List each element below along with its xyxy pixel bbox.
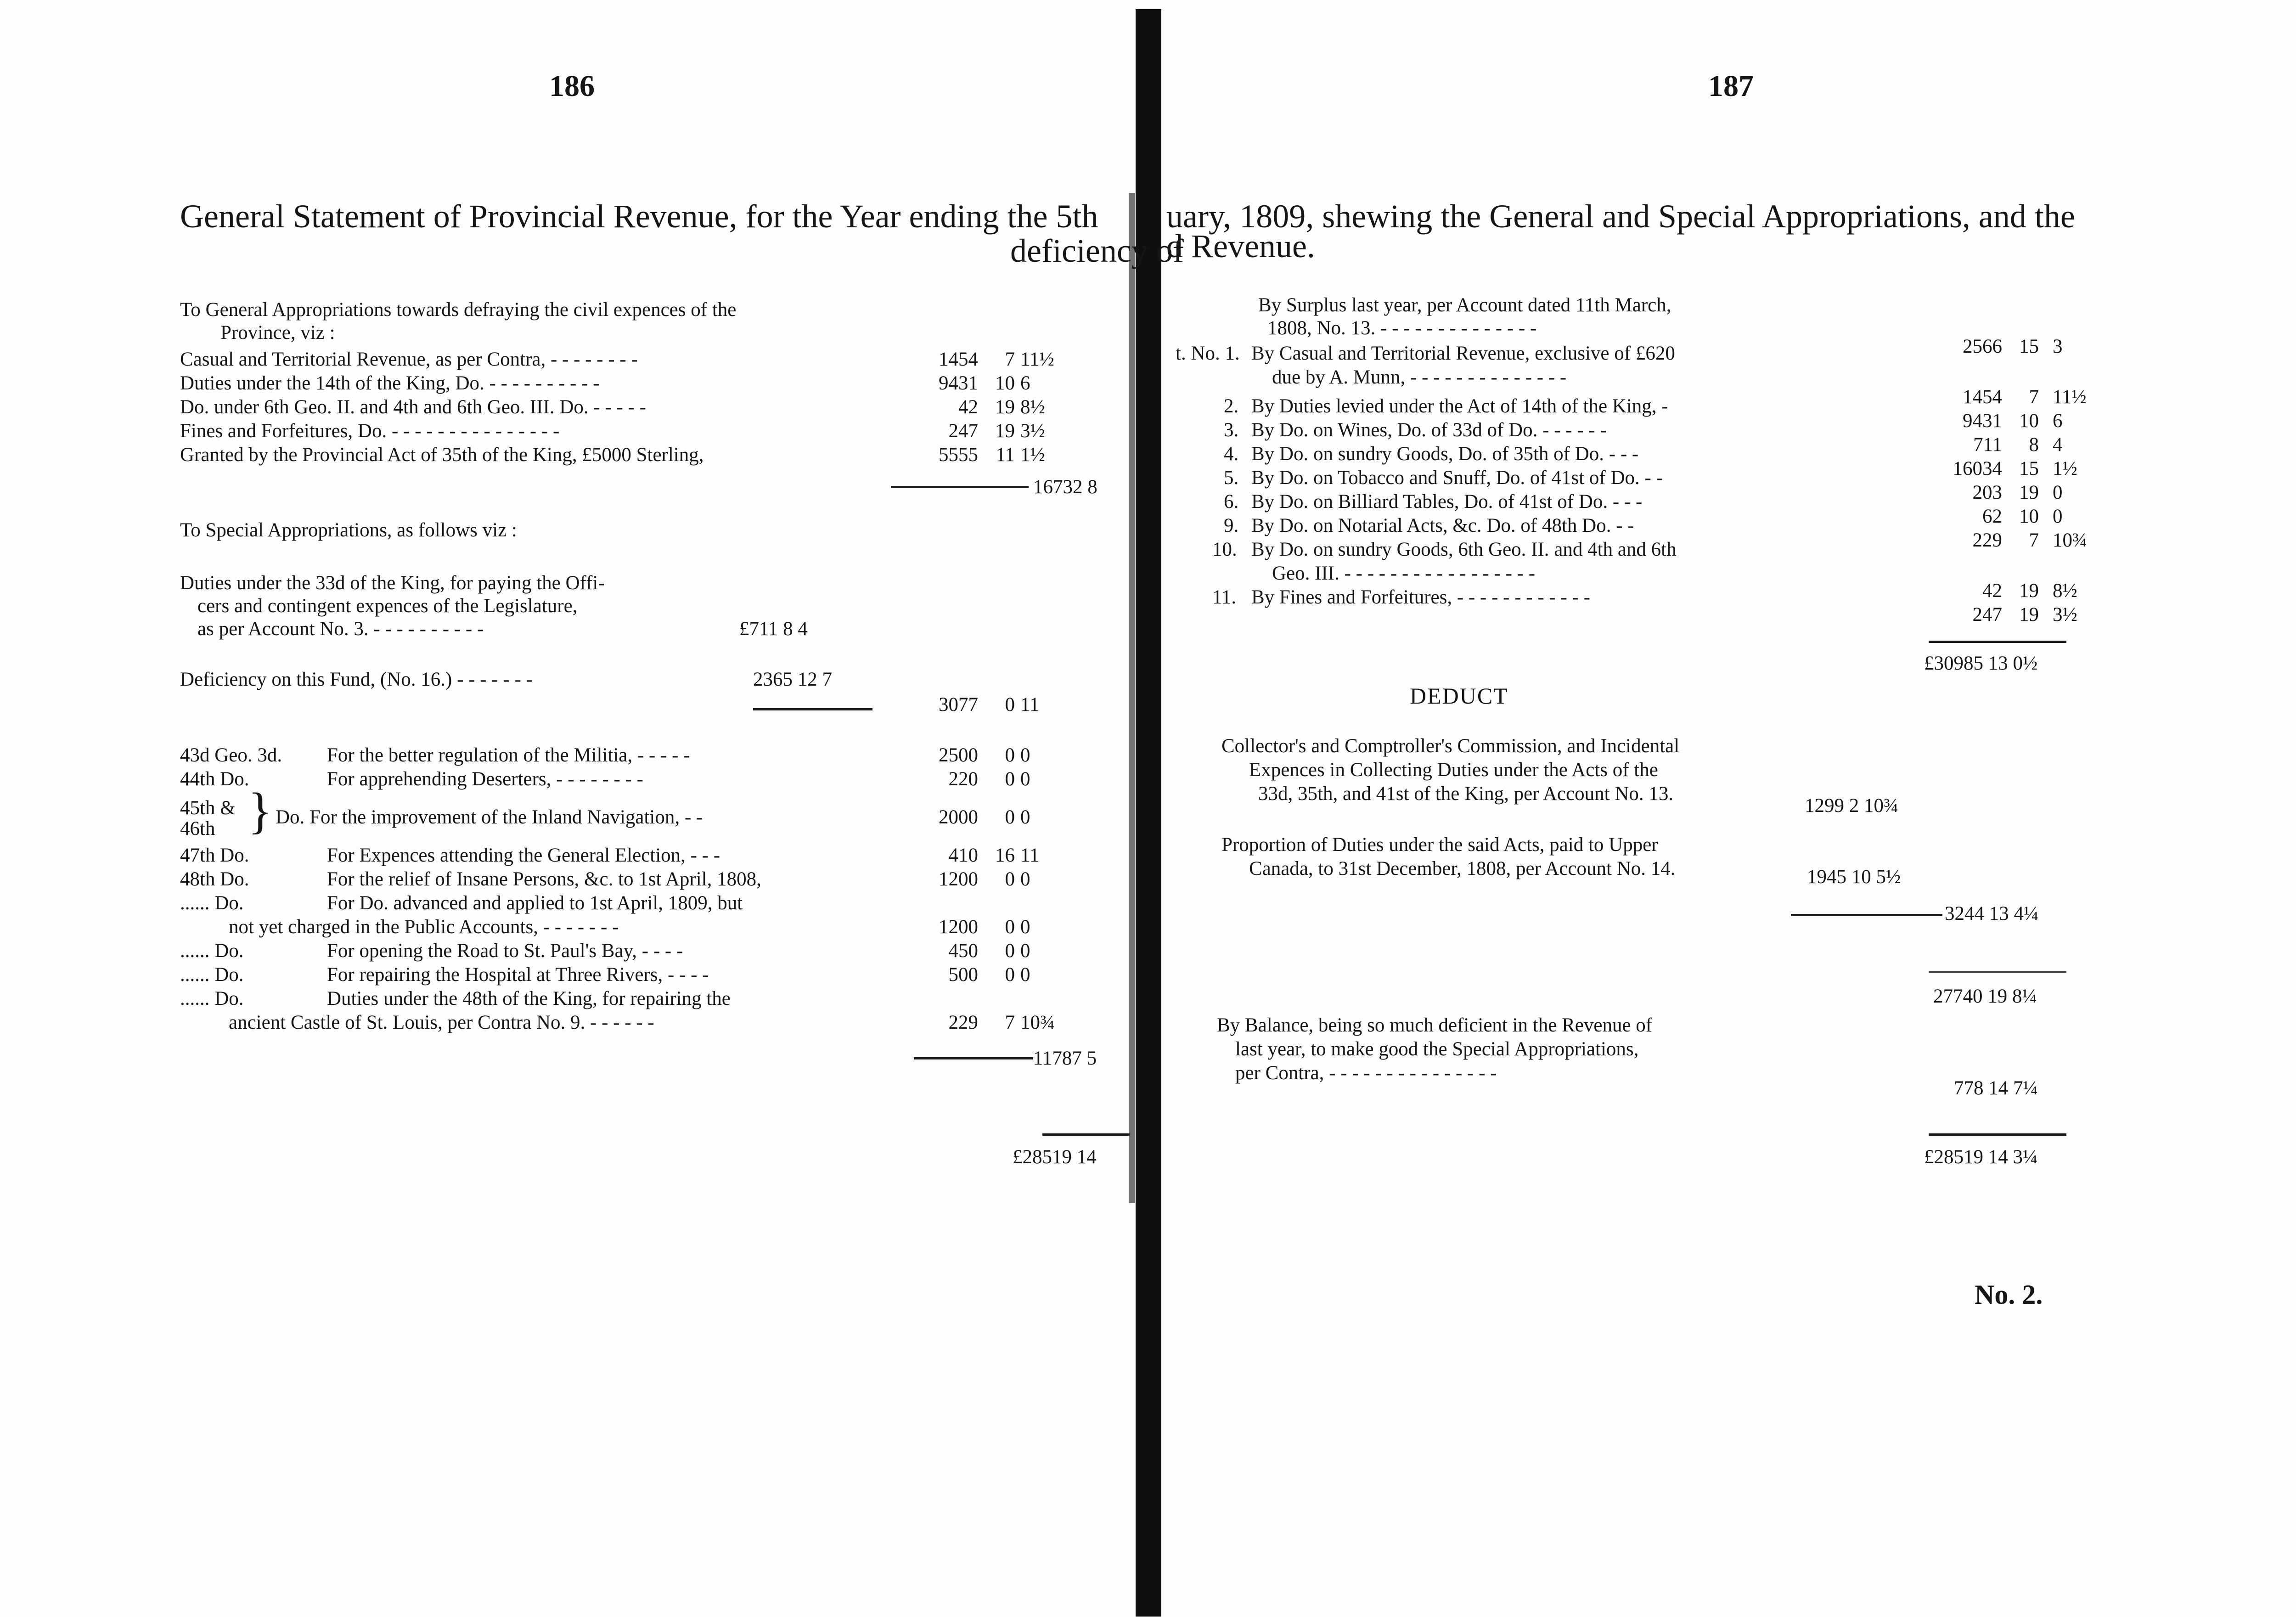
amount-l: 62 bbox=[1982, 506, 2002, 527]
amount-l: 42 bbox=[958, 396, 978, 418]
page-title-right: uary, 1809, shewing the General and Special Appropriations, and the bbox=[1166, 198, 2075, 235]
item-no: 11. bbox=[1212, 586, 1237, 608]
total-rule bbox=[891, 486, 1029, 488]
amount-l: 220 bbox=[948, 768, 978, 790]
act-ref: 48th Do. bbox=[180, 868, 249, 890]
grand-total-right: £28519 14 3¼ bbox=[1924, 1146, 2038, 1168]
amount-l: 1200 bbox=[939, 916, 978, 938]
subtotal-rule bbox=[1929, 641, 2066, 643]
list-item: By Fines and Forfeitures, - - - - - - - - - - - - bbox=[1251, 586, 1590, 608]
amount-s: 8 bbox=[2029, 434, 2039, 456]
amount-l: 1454 bbox=[939, 349, 978, 370]
item-no: 6. bbox=[1224, 491, 1239, 513]
list-item: By Do. on Notarial Acts, &c. Do. of 48th Do. - - bbox=[1251, 515, 1634, 536]
amount-d: 8½ bbox=[1020, 396, 1045, 418]
list-item: By Casual and Territorial Revenue, exclusive of £620 bbox=[1251, 343, 1675, 364]
list-item: For the better regulation of the Militia, - - - - - bbox=[327, 744, 690, 766]
amount-l: 9431 bbox=[939, 372, 978, 394]
list-item: Do. For the improvement of the Inland Navigation, - - bbox=[276, 806, 703, 828]
acts-rule bbox=[914, 1057, 1033, 1059]
act-ref: ...... Do. bbox=[180, 892, 244, 914]
amount-d: 0 bbox=[1020, 768, 1030, 790]
amount-d: 0 bbox=[1020, 868, 1030, 890]
act-ref: 47th Do. bbox=[180, 845, 249, 866]
list-item: By Do. on Tobacco and Snuff, Do. of 41st of Do. - - bbox=[1251, 467, 1663, 489]
deduct-total: 3244 13 4¼ bbox=[1945, 903, 2039, 924]
special-intro: To Special Appropriations, as follows viz : bbox=[180, 519, 517, 541]
amount-s: 19 bbox=[2019, 580, 2039, 602]
amount-d: 3½ bbox=[2053, 604, 2077, 625]
deficiency-amount: 2365 12 7 bbox=[753, 669, 832, 690]
amount-s: 0 bbox=[1005, 964, 1015, 986]
proportion-line1: Proportion of Duties under the said Acts, paid to Upper bbox=[1221, 834, 1658, 856]
amount-l: 2000 bbox=[939, 806, 978, 828]
balance-line2: last year, to make good the Special Appropriations, bbox=[1235, 1038, 1639, 1060]
balance-amount: 778 14 7¼ bbox=[1954, 1077, 2038, 1099]
surplus-d: 3 bbox=[2053, 336, 2063, 357]
item-no: 9. bbox=[1224, 515, 1239, 536]
acts-total: 11787 5 bbox=[1033, 1048, 1097, 1069]
amount-s: 7 bbox=[1005, 349, 1015, 370]
list-item: For Expences attending the General Election, - - - bbox=[327, 845, 720, 866]
fund-total-d: 11 bbox=[1020, 694, 1040, 716]
list-item: For the relief of Insane Persons, &c. to 1st April, 1808, bbox=[327, 868, 761, 890]
brace-glyph: } bbox=[248, 783, 272, 839]
amount-d: 11½ bbox=[2053, 386, 2087, 408]
amount-s: 7 bbox=[1005, 1012, 1015, 1033]
net-total: 27740 19 8¼ bbox=[1933, 986, 2037, 1007]
surplus-line2: 1808, No. 13. - - - - - - - - - - - - - - bbox=[1267, 317, 1537, 339]
amount-d: 0 bbox=[1020, 806, 1030, 828]
amount-s: 0 bbox=[1005, 806, 1015, 828]
item-no: 4. bbox=[1224, 443, 1239, 465]
list-item: Duties under the 14th of the King, Do. - - - - - - - - - - bbox=[180, 372, 600, 394]
item-no: 3. bbox=[1224, 419, 1239, 441]
amount-d: 8½ bbox=[2053, 580, 2077, 602]
amount-l: 500 bbox=[948, 964, 978, 986]
list-item: By Duties levied under the Act of 14th of the King, - bbox=[1251, 395, 1668, 417]
amount-d: 0 bbox=[2053, 506, 2063, 527]
list-item: Duties under the 48th of the King, for repairing the bbox=[327, 988, 731, 1009]
page-title-right-line2: d Revenue. bbox=[1166, 228, 1315, 265]
act-ref: 44th Do. bbox=[180, 768, 249, 790]
amount-l: 229 bbox=[1972, 530, 2002, 551]
general-total: 16732 8 bbox=[1033, 476, 1097, 498]
duties33-amount: £711 8 4 bbox=[739, 618, 808, 640]
amount-s: 0 bbox=[1005, 916, 1015, 938]
general-intro-2: Province, viz : bbox=[220, 322, 335, 344]
amount-l: 450 bbox=[948, 940, 978, 962]
balance-line3: per Contra, - - - - - - - - - - - - - - - bbox=[1235, 1062, 1497, 1084]
spine-shadow bbox=[1129, 193, 1135, 1203]
amount-l: 2500 bbox=[939, 744, 978, 766]
amount-d: 11 bbox=[1020, 845, 1040, 866]
proportion-line2: Canada, to 31st December, 1808, per Account No. 14. bbox=[1249, 858, 1676, 879]
amount-d: 0 bbox=[1020, 940, 1030, 962]
amount-d: 10¾ bbox=[2053, 530, 2088, 551]
amount-l: 203 bbox=[1972, 482, 2002, 503]
act-ref: 46th bbox=[180, 818, 215, 839]
duties33-line1: Duties under the 33d of the King, for paying the Offi- bbox=[180, 572, 605, 594]
collector-line2: Expences in Collecting Duties under the Acts of the bbox=[1249, 759, 1658, 781]
amount-l: 5555 bbox=[939, 444, 978, 466]
amount-l: 247 bbox=[948, 420, 978, 442]
list-item: By Do. on sundry Goods, 6th Geo. II. and 4th and 6th bbox=[1251, 539, 1677, 560]
amount-d: 1½ bbox=[2053, 458, 2077, 479]
balance-line1: By Balance, being so much deficient in the Revenue of bbox=[1217, 1014, 1653, 1036]
amount-d: 0 bbox=[1020, 916, 1030, 938]
amount-s: 10 bbox=[2019, 506, 2039, 527]
amount-d: 0 bbox=[1020, 964, 1030, 986]
list-item: Geo. III. - - - - - - - - - - - - - - - - - bbox=[1272, 563, 1536, 584]
amount-l: 42 bbox=[1982, 580, 2002, 602]
page-title-left: General Statement of Provincial Revenue, for the Year ending the 5th bbox=[180, 198, 1098, 235]
collector-line3: 33d, 35th, and 41st of the King, per Account No. 13. bbox=[1258, 783, 1674, 805]
surplus-l: 2566 bbox=[1963, 336, 2002, 357]
amount-l: 229 bbox=[948, 1012, 978, 1033]
amount-s: 7 bbox=[2029, 386, 2039, 408]
act-ref: 43d Geo. 3d. bbox=[180, 744, 282, 766]
list-item: Do. under 6th Geo. II. and 4th and 6th Geo. III. Do. - - - - - bbox=[180, 396, 646, 418]
amount-d: 11½ bbox=[1020, 349, 1054, 370]
act-ref: ...... Do. bbox=[180, 964, 244, 986]
amount-s: 10 bbox=[995, 372, 1015, 394]
amount-d: 0 bbox=[2053, 482, 2063, 503]
amount-s: 19 bbox=[995, 420, 1015, 442]
list-item: For opening the Road to St. Paul's Bay, - - - - bbox=[327, 940, 683, 962]
amount-s: 16 bbox=[995, 845, 1015, 866]
amount-l: 410 bbox=[948, 845, 978, 866]
surplus-s: 15 bbox=[2019, 336, 2039, 357]
item-no: t. No. 1. bbox=[1176, 343, 1240, 364]
surplus-line1: By Surplus last year, per Account dated 11th March, bbox=[1258, 294, 1671, 316]
list-item: Granted by the Provincial Act of 35th of the King, £5000 Sterling, bbox=[180, 444, 704, 466]
page-title-left-line2: deficiency of bbox=[1010, 232, 1184, 269]
amount-s: 0 bbox=[1005, 868, 1015, 890]
act-ref: ...... Do. bbox=[180, 988, 244, 1009]
item-no: 2. bbox=[1224, 395, 1239, 417]
amount-d: 0 bbox=[1020, 744, 1030, 766]
amount-l: 16034 bbox=[1953, 458, 2002, 479]
list-item: For Do. advanced and applied to 1st April, 1809, but bbox=[327, 892, 743, 914]
fund-rule bbox=[753, 708, 872, 710]
list-item: Fines and Forfeitures, Do. - - - - - - - - - - - - - - - bbox=[180, 420, 560, 442]
amount-l: 1454 bbox=[1963, 386, 2002, 408]
amount-s: 0 bbox=[1005, 768, 1015, 790]
item-no: 10. bbox=[1212, 539, 1237, 560]
act-ref: 45th & bbox=[180, 797, 236, 819]
grand-rule-right bbox=[1929, 1133, 2066, 1136]
list-item: due by A. Munn, - - - - - - - - - - - - - - bbox=[1272, 366, 1567, 388]
amount-s: 19 bbox=[2019, 604, 2039, 625]
amount-s: 0 bbox=[1005, 940, 1015, 962]
amount-l: 9431 bbox=[1963, 410, 2002, 432]
act-ref: ...... Do. bbox=[180, 940, 244, 962]
subtotal: £30985 13 0½ bbox=[1924, 653, 2038, 674]
deficiency-label: Deficiency on this Fund, (No. 16.) - - - - - - - bbox=[180, 669, 533, 690]
amount-s: 0 bbox=[1005, 744, 1015, 766]
footer-label: No. 2. bbox=[1975, 1279, 2043, 1310]
collector-line1: Collector's and Comptroller's Commission, and Incidental bbox=[1221, 735, 1680, 757]
list-item: ancient Castle of St. Louis, per Contra No. 9. - - - - - - bbox=[229, 1012, 654, 1033]
grand-total-left: £28519 14 bbox=[1013, 1146, 1097, 1168]
amount-d: 6 bbox=[2053, 410, 2063, 432]
amount-s: 10 bbox=[2019, 410, 2039, 432]
net-rule bbox=[1929, 971, 2066, 973]
general-intro: To General Appropriations towards defraying the civil expences of the bbox=[180, 299, 737, 321]
amount-l: 1200 bbox=[939, 868, 978, 890]
grand-rule-left bbox=[1042, 1133, 1130, 1136]
list-item: For repairing the Hospital at Three Rivers, - - - - bbox=[327, 964, 709, 986]
amount-s: 19 bbox=[995, 396, 1015, 418]
list-item: Casual and Territorial Revenue, as per Contra, - - - - - - - - bbox=[180, 349, 638, 370]
amount-s: 19 bbox=[2019, 482, 2039, 503]
duties33-line2: cers and contingent expences of the Legislature, bbox=[197, 595, 578, 617]
deduct-rule bbox=[1791, 914, 1942, 916]
item-no: 5. bbox=[1224, 467, 1239, 489]
amount-l: 711 bbox=[1973, 434, 2002, 456]
amount-s: 7 bbox=[2029, 530, 2039, 551]
proportion-amount: 1945 10 5½ bbox=[1807, 866, 1901, 888]
amount-s: 11 bbox=[996, 444, 1015, 466]
amount-d: 4 bbox=[2053, 434, 2063, 456]
amount-d: 3½ bbox=[1020, 420, 1045, 442]
list-item: not yet charged in the Public Accounts, - - - - - - - bbox=[229, 916, 619, 938]
collector-amount: 1299 2 10¾ bbox=[1805, 795, 1899, 817]
list-item: By Do. on Wines, Do. of 33d of Do. - - - - - - bbox=[1251, 419, 1607, 441]
page-number-left: 186 bbox=[549, 69, 595, 103]
deduct-heading: DEDUCT bbox=[1410, 683, 1508, 709]
amount-d: 10¾ bbox=[1020, 1012, 1055, 1033]
amount-d: 1½ bbox=[1020, 444, 1045, 466]
list-item: By Do. on sundry Goods, Do. of 35th of Do. - - - bbox=[1251, 443, 1639, 465]
list-item: By Do. on Billiard Tables, Do. of 41st of Do. - - - bbox=[1251, 491, 1643, 513]
amount-l: 247 bbox=[1972, 604, 2002, 625]
list-item: For apprehending Deserters, - - - - - - - - bbox=[327, 768, 643, 790]
amount-d: 6 bbox=[1020, 372, 1030, 394]
fund-total-s: 0 bbox=[1005, 694, 1015, 716]
amount-s: 15 bbox=[2019, 458, 2039, 479]
duties33-line3: as per Account No. 3. - - - - - - - - - - bbox=[197, 618, 484, 640]
page-number-right: 187 bbox=[1708, 69, 1754, 103]
fund-total-l: 3077 bbox=[939, 694, 978, 716]
